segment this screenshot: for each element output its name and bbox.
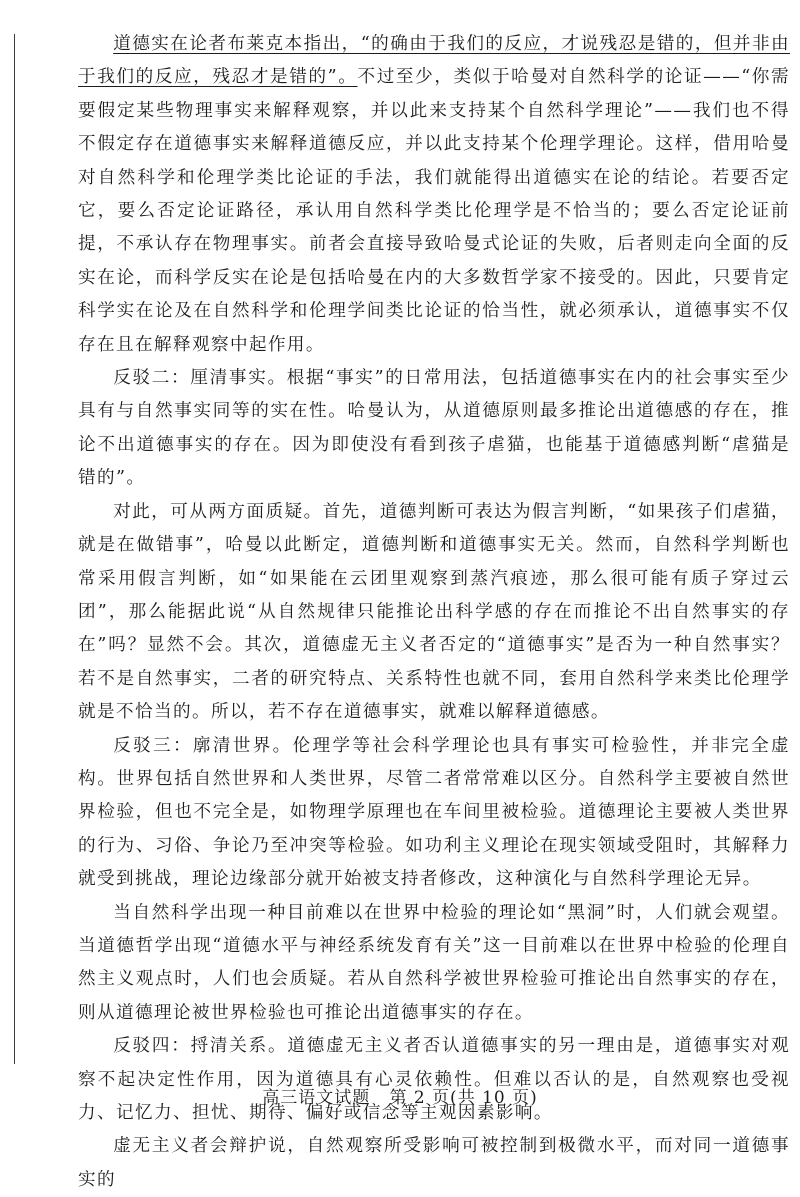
paragraph-1 <box>78 28 790 362</box>
footer-page-number: 第 2 页(共 10 页) <box>389 1088 538 1108</box>
paragraph-3: 对此，可从两方面质疑。首先，道德判断可表达为假言判断，“如果孩子们虐猫，就是在做错事”，哈曼以此断定，道德判断和道德事实无关。然而，自然科学判断也常采用假言判断，如“如果能在云团里观察到蒸汽痕迹，那么很可能有质子穿过云团”，那么能据此说“从自然规律只能推论出科学感的存在而推论不出自然事实的存在”吗？显然不会。其次，道德虚无主义者否定的“道德事实”是否为一种自然事实？若不是自然事实，二者的研究特点、关系特性也就不同，套用自然科学来类比伦理学就是不恰当的。所以，若不存在道德事实，就难以解释道德感。 <box>78 501 790 723</box>
paragraph-5: 当自然科学出现一种目前难以在世界中检验的理论如“黑洞”时，人们就会观望。当道德哲学出现“道德水平与神经系统发育有关”这一目前难以在世界中检验的伦理自然主义观点时，人们也会质疑。若从自然科学被世界检验可推论出自然事实的存在，则从道德理论被世界检验也可推论出道德事实的存在。 <box>78 902 790 1023</box>
paragraph-4: 反驳三：廓清世界。伦理学等社会科学理论也具有事实可检验性，并非完全虚构。世界包括自然世界和人类世界，尽管二者常常难以区分。自然科学主要被自然世界检验，但也不完全是，如物理学原理也在车间里被检验。道德理论主要被人类世界的行为、习俗、争论乃至冲突等检验。如功利主义理论在现实领域受阻时，其解释力就受到挑战，理论边缘部分就开始被支持者修改，这种演化与自然科学理论无异。 <box>78 735 790 890</box>
page-footer <box>0 1083 800 1108</box>
underlined-quote: 道德实在论者布莱克本指出，“的确由于我们的反应，才说残忍是错的，但并非由于我们的反应，残忍才是错的”。 <box>78 34 790 88</box>
paragraph-7: 虚无主义者会辩护说，自然观察所受影响可被控制到极微水平，而对同一道德事实的 <box>78 1136 790 1190</box>
exam-text-body <box>78 28 790 1197</box>
paragraph-1-text: 不过至少，类似于哈曼对自然科学的论证——“你需要假定某些物理事实来解释观察，并以此来支持某个自然科学理论”——我们也不得不假定存在道德事实来解释道德反应，并以此支持某个伦理学理论。这样，借用哈曼对自然科学和伦理学类比论证的手法，我们就能得出道德实在论的结论。若要否定它，要么否定论证路径，承认用自然科学类比伦理学是不恰当的；要么否定论证前提，不承认存在物理事实。前者会直接导致哈曼式论证的失败，后者则走向全面的反实在论，而科学反实在论是包括哈曼在内的大多数哲学家不接受的。因此，只要肯定科学实在论及在自然科学和伦理学间类比论证的恰当性，就必须承认，道德事实不仅存在且在解释观察中起作用。 <box>78 67 791 355</box>
binding-margin-line <box>14 34 15 1064</box>
footer-subject: 高三语文试题 <box>262 1088 371 1108</box>
paragraph-6: 反驳四：捋清关系。道德虚无主义者否认道德事实的另一理由是，道德事实对观察不起决定性作用，因为道德具有心灵依赖性。但难以否认的是，自然观察也受视力、记忆力、担忧、期待、偏好或信念等主观因素影响。 <box>78 1036 790 1123</box>
paragraph-2: 反驳二：厘清事实。根据“事实”的日常用法，包括道德事实在内的社会事实至少具有与自然事实同等的实在性。哈曼认为，从道德原则最多推论出道德感的存在，推论不出道德事实的存在。因为即使没有看到孩子虐猫，也能基于道德感判断“虐猫是错的”。 <box>78 368 790 489</box>
